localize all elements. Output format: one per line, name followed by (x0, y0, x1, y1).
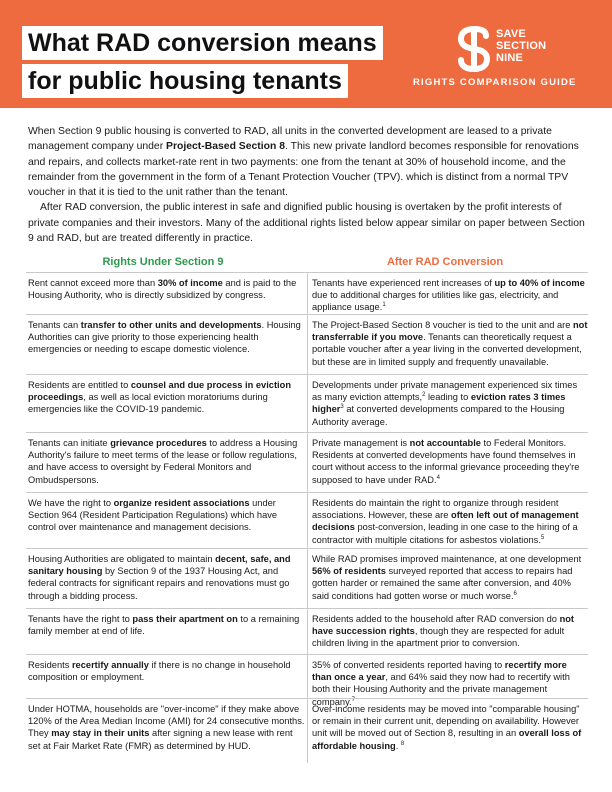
emphasis-text: transfer to other units and developments (80, 320, 262, 330)
table-row (26, 374, 588, 432)
cell-text: if there is no change in household composition or employment. (28, 660, 291, 683)
intro-p1-text-b: . This new private landlord becomes responsible for renovations and repairs, and collects market-rate rent in two payments: one from the tenant at 30% of household income, and the remainder from the government in the form of a Tenant Protection Voucher (TPV). which is distinct from a normal TPV voucher in that it is tied to the unit rather than the tenant. (28, 141, 579, 199)
emphasis-text: not accountable (409, 438, 481, 448)
emphasis-text: pass their apartment on (132, 614, 238, 624)
cell-text: to Federal Monitors. Residents at converted developments have found themselves in court without access to the informal grievance proceeding they're supposed to have under RAD. (312, 438, 580, 485)
cell-text: at converted developments compared to the Housing Authority average. (312, 404, 565, 427)
dollar-s-logo-icon (456, 26, 492, 72)
header-banner (0, 0, 612, 108)
table-row (26, 432, 588, 492)
footnote-ref: 3 (340, 404, 344, 411)
emphasis-text: organize resident associations (113, 498, 250, 508)
cell-text: post-conversion, leading in one case to the hiring of a contractor with multiple citations for asbestos violations. (312, 522, 578, 545)
column-heading-rad: After RAD Conversion (386, 256, 504, 268)
footnote-ref: 5 (540, 534, 545, 541)
table-row (26, 654, 588, 707)
cell-text: under Section 964 (Resident Participation Regulations) which have control over maintenance and management decisions. (28, 498, 278, 533)
section-9-right-cell (28, 379, 306, 416)
cell-text: While RAD promises improved maintenance, at one development (312, 554, 582, 564)
cell-text: Tenants have the right to (28, 614, 133, 624)
emphasis-text: eviction rates 3 times higher (312, 392, 566, 415)
save-section-nine-logo (456, 26, 584, 76)
cell-text: due to additional charges for utilities like gas, electricity, and appliance usage. (312, 290, 559, 313)
cell-text: , as well as local eviction moratoriums during emergencies like the COVID-19 pandemic. (28, 392, 268, 415)
cell-text: and is paid to the Housing Authority, who is directly subsidized by congress. (28, 278, 297, 301)
intro-paragraph-1 (28, 124, 588, 200)
cell-text: to a remaining family member at end of life. (28, 614, 300, 637)
column-divider (307, 549, 308, 609)
table-row (26, 608, 588, 654)
table-row (26, 548, 588, 608)
cell-text: Residents do maintain the right to organize through resident associations. However, these are (312, 498, 559, 521)
logo-text-line-3: NINE (496, 52, 524, 64)
page-title-line-2: for public housing tenants (22, 64, 348, 98)
emphasis-text: 56% of residents (312, 566, 386, 577)
column-divider (307, 609, 308, 655)
section-9-right-cell (28, 553, 306, 602)
emphasis-text: not have succession rights (312, 614, 575, 637)
rad-outcome-cell (312, 613, 588, 650)
intro-text (28, 124, 588, 246)
cell-text: Housing Authorities are obligated to maintain (28, 554, 216, 564)
column-divider (307, 699, 308, 763)
cell-text: Private management is (312, 438, 410, 448)
cell-text: leading to (425, 392, 471, 403)
footnote-ref: 4 (436, 474, 440, 481)
emphasis-text: 30% of income (157, 278, 223, 288)
logo-text-line-2: SECTION (496, 40, 547, 52)
cell-text: Tenants can initiate (28, 438, 111, 448)
emphasis-text: often left out of management decisions (312, 510, 579, 533)
page-title-line-1: What RAD conversion means (22, 26, 383, 60)
table-row (26, 698, 588, 762)
emphasis-text: overall loss of affordable housing (312, 728, 582, 751)
rad-outcome-cell (312, 379, 588, 428)
footnote-ref: 7 (351, 696, 355, 703)
column-divider (307, 375, 308, 433)
footnote-ref: 6 (513, 590, 517, 597)
cell-text: , though they are respected for adult children living in the apartment prior to conversion. (312, 626, 565, 649)
cell-text: . Tenants can theoretically request a portable voucher after a year living in the converted development, but these are in limited supply and frequently unavailable. (312, 332, 582, 367)
cell-text: . Housing Authorities can give priority to those experiencing health emergencies or needing to escape domestic violence. (28, 320, 301, 355)
cell-text: Tenants can (28, 320, 81, 330)
cell-text: 35% of converted residents reported having to (312, 660, 505, 670)
emphasis-text: not transferrable if you move (312, 320, 588, 343)
rad-outcome-cell (312, 703, 588, 752)
table-row (26, 492, 588, 548)
section-9-right-cell (28, 277, 306, 301)
cell-text: Under HOTMA, households are "over-income" if they make above 120% of the Area Median Income (AMI) for 24 consecutive months. They (28, 704, 305, 739)
section-9-right-cell (28, 613, 306, 637)
intro-paragraph-2: After RAD conversion, the public interest in safe and dignified public housing is overtaken by the profit interests of private companies and their investors. Many of the additional rights listed below appear similar on paper between Section 9 and RAD, but are treated differently in practice. (28, 202, 585, 245)
footnote-ref: 8 (400, 740, 405, 747)
emphasis-text: recertify annually (71, 660, 149, 670)
section-9-right-cell (28, 319, 306, 356)
emphasis-text: counsel and due process in eviction proceedings (28, 380, 291, 403)
rad-outcome-cell (312, 497, 588, 546)
cell-text: surveyed reported that access to repairs had gotten harder or remained the same after conversion, and 40% said conditions had gotten worse or much worse. (312, 566, 573, 601)
cell-text: Tenants have experienced rent increases of (312, 278, 495, 288)
footnote-ref: 2 (422, 392, 426, 399)
rad-outcome-cell (312, 319, 588, 368)
column-divider (307, 655, 308, 699)
section-9-right-cell (28, 437, 306, 486)
logo-wordmark (496, 28, 576, 64)
column-divider (307, 493, 308, 549)
section-9-right-cell (28, 497, 306, 534)
rad-outcome-cell (312, 277, 588, 314)
cell-text: to address a Housing Authority's failure to meet terms of the lease or follow regulations, and have access to oversight by Federal Monitors and Ombudspersons. (28, 438, 298, 485)
column-divider (307, 433, 308, 493)
table-row (26, 272, 588, 314)
column-heading-section-9: Rights Under Section 9 (102, 256, 224, 268)
logo-text-line-1: SAVE (496, 28, 526, 40)
intro-p1-text-a: When Section 9 public housing is converted to RAD, all units in the converted development are leased to a private management company under (28, 126, 552, 153)
intro-p1-bold: Project-Based Section 8 (166, 141, 286, 153)
column-divider (307, 273, 308, 315)
cell-text: Over-income residents may be moved into "comparable housing" or remain in their current unit, depending on availability. However unit will be moved out of Section 8, resulting in an (312, 704, 580, 739)
emphasis-text: may stay in their units (51, 728, 150, 739)
section-9-right-cell (28, 659, 306, 683)
cell-text: Developments under private management experienced six times as many eviction attempts, (312, 380, 578, 403)
cell-text: . (395, 740, 401, 751)
column-divider (307, 315, 308, 375)
section-9-right-cell (28, 703, 306, 752)
emphasis-text: recertify more than once a year (312, 660, 567, 683)
emphasis-text: up to 40% of income (494, 278, 585, 288)
cell-text: The Project-Based Section 8 voucher is tied to the unit and are (312, 320, 573, 330)
cell-text: We have the right to (28, 498, 114, 508)
cell-text: Residents added to the household after RAD conversion do (312, 614, 560, 624)
table-row (26, 314, 588, 374)
emphasis-text: decent, safe, and sanitary housing (28, 554, 291, 577)
rad-outcome-cell (312, 553, 588, 602)
emphasis-text: grievance procedures (110, 438, 207, 448)
guide-label: RIGHTS COMPARISON GUIDE (413, 77, 577, 88)
rad-outcome-cell (312, 437, 588, 486)
footnote-ref: 1 (382, 302, 386, 309)
cell-text: , and 64% said they now had to recertify with both their Housing Authority and the private management company. (312, 672, 570, 707)
cell-text: Rent cannot exceed more than (28, 278, 158, 288)
cell-text: by Section 9 of the 1937 Housing Act, and federal contracts for significant repairs and renovations must go through a bidding process. (28, 566, 290, 601)
cell-text: Residents (28, 660, 72, 670)
cell-text: Residents are entitled to (28, 380, 131, 390)
cell-text: after signing a new lease with rent set at Fair Market Rate (FMR) as determined by HUD. (28, 728, 293, 751)
